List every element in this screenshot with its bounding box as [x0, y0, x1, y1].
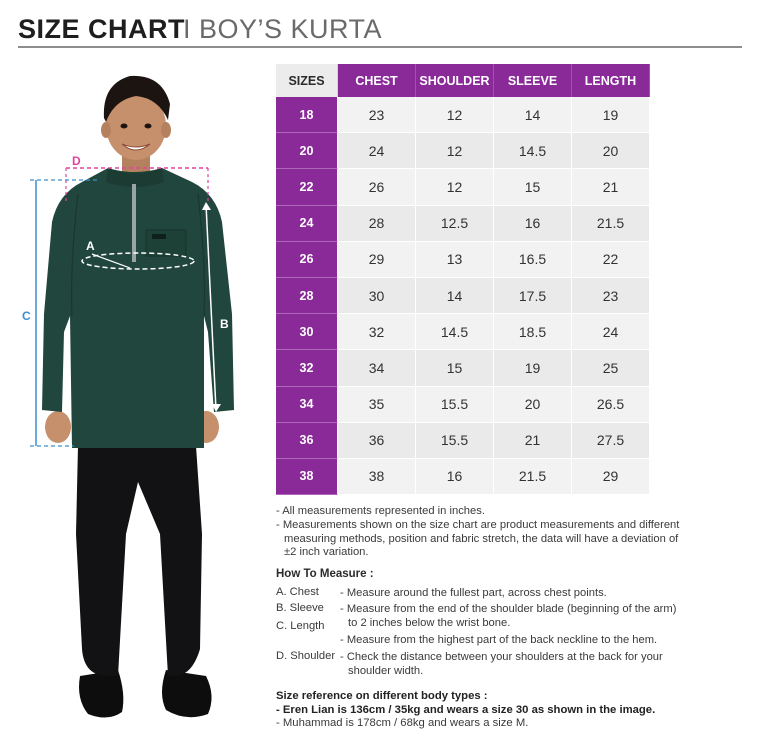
- table-row: [276, 459, 650, 495]
- length-desc: - Measure from the highest part of the back neckline to the hem.: [340, 634, 658, 646]
- size-cell: 22: [276, 169, 338, 205]
- shoulder-cell: 14: [416, 278, 494, 314]
- length-cell: 25: [572, 350, 650, 386]
- size-reference-title: Size reference on different body types :: [276, 690, 488, 702]
- sleeve-cell: 21: [494, 423, 572, 459]
- right-eye: [145, 124, 152, 129]
- chest-cell: 30: [338, 278, 416, 314]
- shoulder-desc: - Check the distance between your shoulders at the back for your: [340, 651, 663, 663]
- header-sleeve: SLEEVE: [494, 64, 572, 97]
- sleeve-cell: 15: [494, 169, 572, 205]
- size-cell: 18: [276, 97, 338, 133]
- page-title: SIZE CHART: [18, 14, 185, 44]
- kurta-zip: [132, 184, 136, 262]
- table-header-row: [276, 64, 650, 97]
- right-ear: [161, 122, 171, 138]
- length-cell: 21.5: [572, 206, 650, 242]
- length-cell: 24: [572, 314, 650, 350]
- chest-cell: 34: [338, 350, 416, 386]
- header-sizes: SIZES: [276, 64, 338, 97]
- table-row: [276, 278, 650, 314]
- size-reference-adult: - Muhammad is 178cm / 68kg and wears a size M.: [276, 717, 529, 729]
- sleeve-desc: - Measure from the end of the shoulder blade (beginning of the arm): [340, 603, 677, 615]
- size-cell: 36: [276, 423, 338, 459]
- label-d: D: [72, 154, 81, 168]
- table-row: [276, 314, 650, 350]
- sleeve-cell: 19: [494, 350, 572, 386]
- page-header: [18, 12, 742, 48]
- table-row: [276, 206, 650, 242]
- label-a: A: [86, 239, 95, 253]
- left-hand: [45, 411, 71, 443]
- chest-cell: 38: [338, 459, 416, 495]
- sleeve-cell: 17.5: [494, 278, 572, 314]
- shoulder-cell: 14.5: [416, 314, 494, 350]
- shoulder-cell: 12.5: [416, 206, 494, 242]
- chest-desc: - Measure around the fullest part, across chest points.: [340, 587, 607, 599]
- length-cell: 21: [572, 169, 650, 205]
- sleeve-cell: 16.5: [494, 242, 572, 278]
- length-cell: 20: [572, 133, 650, 169]
- chest-label: A. Chest: [276, 586, 319, 598]
- sleeve-label: B. Sleeve: [276, 602, 324, 614]
- length-cell: 22: [572, 242, 650, 278]
- measurement-notes: [276, 505, 736, 560]
- shoulder-cell: 13: [416, 242, 494, 278]
- table-row: [276, 97, 650, 133]
- kurta-pocket: [146, 230, 186, 256]
- model-figure: [18, 64, 258, 730]
- note-deviation-end: ±2 inch variation.: [284, 546, 369, 559]
- pocket-tag: [152, 234, 166, 239]
- length-cell: 27.5: [572, 423, 650, 459]
- size-cell: 28: [276, 278, 338, 314]
- left-shoe: [79, 670, 123, 718]
- shoulder-cell: 15.5: [416, 423, 494, 459]
- length-cell: 26.5: [572, 387, 650, 423]
- chest-cell: 32: [338, 314, 416, 350]
- table-row: [276, 350, 650, 386]
- left-eye: [121, 124, 128, 129]
- right-shoe: [162, 670, 212, 717]
- label-c: C: [22, 309, 31, 323]
- length-cell: 19: [572, 97, 650, 133]
- table-row: [276, 242, 650, 278]
- table-row: [276, 133, 650, 169]
- chest-cell: 29: [338, 242, 416, 278]
- pants: [76, 446, 202, 676]
- size-table: [276, 64, 650, 495]
- table-row: [276, 169, 650, 205]
- sleeve-cell: 18.5: [494, 314, 572, 350]
- shoulder-cell: 12: [416, 97, 494, 133]
- chest-cell: 24: [338, 133, 416, 169]
- length-cell: 23: [572, 278, 650, 314]
- length-cell: 29: [572, 459, 650, 495]
- shoulder-cell: 16: [416, 459, 494, 495]
- label-b: B: [220, 317, 229, 331]
- page-subtitle: I BOY’S KURTA: [183, 14, 383, 44]
- size-cell: 24: [276, 206, 338, 242]
- model-illustration: [18, 64, 258, 730]
- chest-cell: 23: [338, 97, 416, 133]
- chest-cell: 26: [338, 169, 416, 205]
- sleeve-cell: 20: [494, 387, 572, 423]
- header-chest: CHEST: [338, 64, 416, 97]
- shoulder-cell: 12: [416, 133, 494, 169]
- shoulder-cell: 12: [416, 169, 494, 205]
- left-ear: [101, 122, 111, 138]
- shoulder-label: D. Shoulder: [276, 650, 336, 662]
- size-cell: 30: [276, 314, 338, 350]
- how-to-measure-title: How To Measure :: [276, 568, 374, 580]
- length-label: C. Length: [276, 620, 325, 632]
- sleeve-desc-cont: to 2 inches below the wrist bone.: [348, 617, 511, 629]
- header-shoulder: SHOULDER: [416, 64, 494, 97]
- size-cell: 38: [276, 459, 338, 495]
- sleeve-cell: 16: [494, 206, 572, 242]
- shoulder-cell: 15.5: [416, 387, 494, 423]
- table-row: [276, 423, 650, 459]
- size-cell: 26: [276, 242, 338, 278]
- note-units: - All measurements represented in inches.: [276, 505, 485, 517]
- chest-cell: 35: [338, 387, 416, 423]
- size-reference-model: - Eren Lian is 136cm / 35kg and wears a size 30 as shown in the image.: [276, 704, 656, 716]
- header-length: LENGTH: [572, 64, 650, 97]
- shoulder-desc-cont: shoulder width.: [348, 665, 424, 677]
- size-cell: 34: [276, 387, 338, 423]
- note-deviation-cont: measuring methods, position and fabric stretch, the data will have a deviation of: [284, 532, 679, 545]
- sleeve-cell: 21.5: [494, 459, 572, 495]
- sleeve-cell: 14.5: [494, 133, 572, 169]
- note-deviation: - Measurements shown on the size chart are product measurements and different: [276, 518, 680, 531]
- sleeve-cell: 14: [494, 97, 572, 133]
- shoulder-cell: 15: [416, 350, 494, 386]
- table-row: [276, 387, 650, 423]
- size-cell: 20: [276, 133, 338, 169]
- chest-cell: 28: [338, 206, 416, 242]
- size-cell: 32: [276, 350, 338, 386]
- chest-cell: 36: [338, 423, 416, 459]
